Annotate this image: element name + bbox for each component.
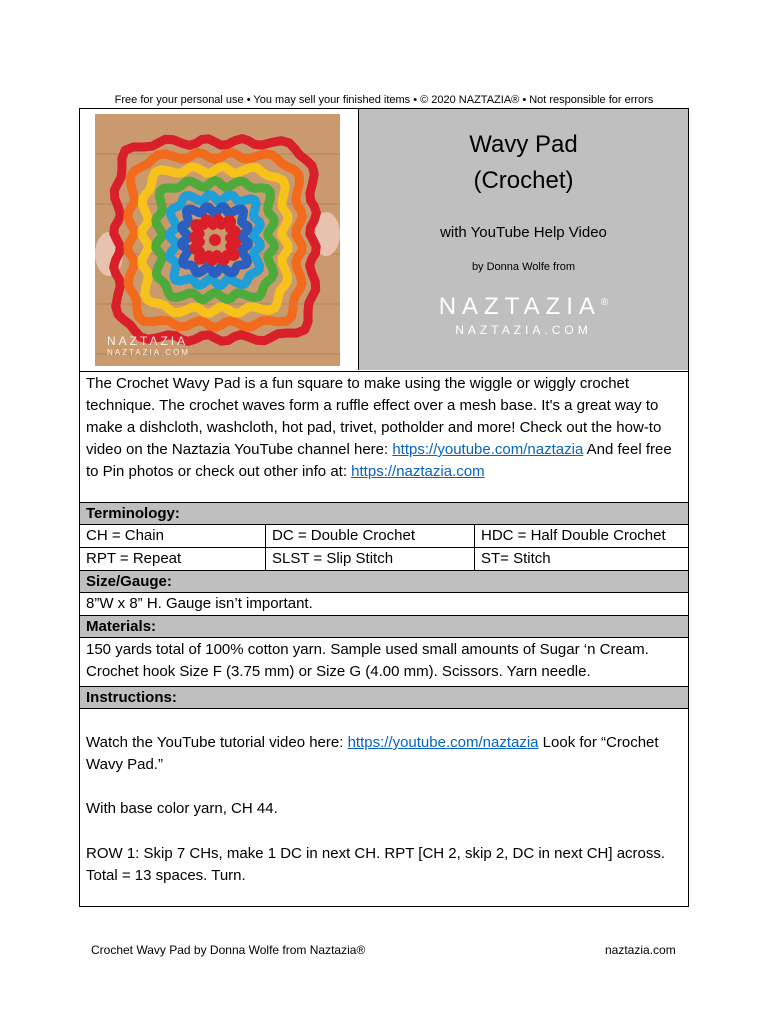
term-cell: ST= Stitch	[481, 550, 551, 567]
step-row-1: ROW 1: Skip 7 CHs, make 1 DC in next CH. RPT [CH 2, skip 2, DC in next CH] across. Total = 13 spaces. Turn.	[86, 845, 666, 884]
materials-text: 150 yards total of 100% cotton yarn. Sample used small amounts of Sugar ‘n Cream. Crochet hook Size F (3.75 mm) or Size G (4.00 mm). Scissors. Yarn needle.	[80, 639, 688, 687]
term-cell: DC = Double Crochet	[266, 525, 475, 547]
page-title-sub: (Crochet)	[473, 167, 574, 194]
terminology-heading: Terminology:	[80, 503, 688, 525]
youtube-link[interactable]: https://youtube.com/naztazia	[392, 441, 584, 458]
byline: by Donna Wolfe from	[471, 261, 576, 273]
size-text: 8”W x 8” H. Gauge isn’t important.	[80, 593, 688, 616]
table-row	[80, 548, 688, 571]
table-row	[80, 525, 688, 548]
yarn-center	[209, 234, 221, 246]
term-cell: HDC = Half Double Crochet	[481, 527, 666, 544]
tutorial-link[interactable]: https://youtube.com/naztazia	[347, 734, 539, 751]
naztazia-logo-url: NAZTAZIA.COM	[455, 323, 592, 337]
term-cell: CH = Chain	[80, 525, 266, 547]
hero-section	[80, 109, 688, 372]
footer-site: naztazia.com	[605, 943, 676, 957]
instructions-heading: Instructions:	[80, 687, 688, 709]
footer-credit: Crochet Wavy Pad by Donna Wolfe from Naztazia®	[91, 943, 366, 957]
term-cell: RPT = Repeat	[80, 548, 266, 570]
step-base-chain: With base color yarn, CH 44.	[86, 800, 278, 817]
usage-note: Free for your personal use • You may sell your finished items • © 2020 NAZTAZIA® • Not responsible for errors	[114, 94, 654, 106]
video-subtitle: with YouTube Help Video	[440, 224, 607, 241]
intro-paragraph: The Crochet Wavy Pad is a fun square to make using the wiggle or wiggly crochet technique. The crochet waves form a ruffle effect over a mesh base. It's a great way to make a dishcloth, washcloth, hot pad, trivet, potholder and more! Check out the how-to video on the Naztazia YouTube channel here: https://youtube.com/naztazia And feel free to Pin photos or check out other info at: https://naztazia.com	[80, 371, 688, 503]
materials-heading: Materials:	[80, 616, 688, 638]
page-title: Wavy Pad	[469, 131, 578, 158]
watch-instruction: Watch the YouTube tutorial video here: https://youtube.com/naztazia Look for “Crochet Wavy Pad.”	[86, 734, 659, 773]
title-box	[358, 109, 688, 370]
photo-watermark: NAZTAZIA NAZTAZIA.COM	[107, 334, 190, 357]
website-link[interactable]: https://naztazia.com	[351, 463, 485, 480]
term-cell: SLST = Slip Stitch	[266, 548, 475, 570]
pattern-sheet	[79, 108, 689, 907]
naztazia-logo: NAZTAZIA®	[438, 293, 609, 320]
wavy-pad-photo	[95, 114, 340, 366]
size-heading: Size/Gauge:	[80, 571, 688, 593]
wavy-pad-illustration	[95, 114, 340, 366]
